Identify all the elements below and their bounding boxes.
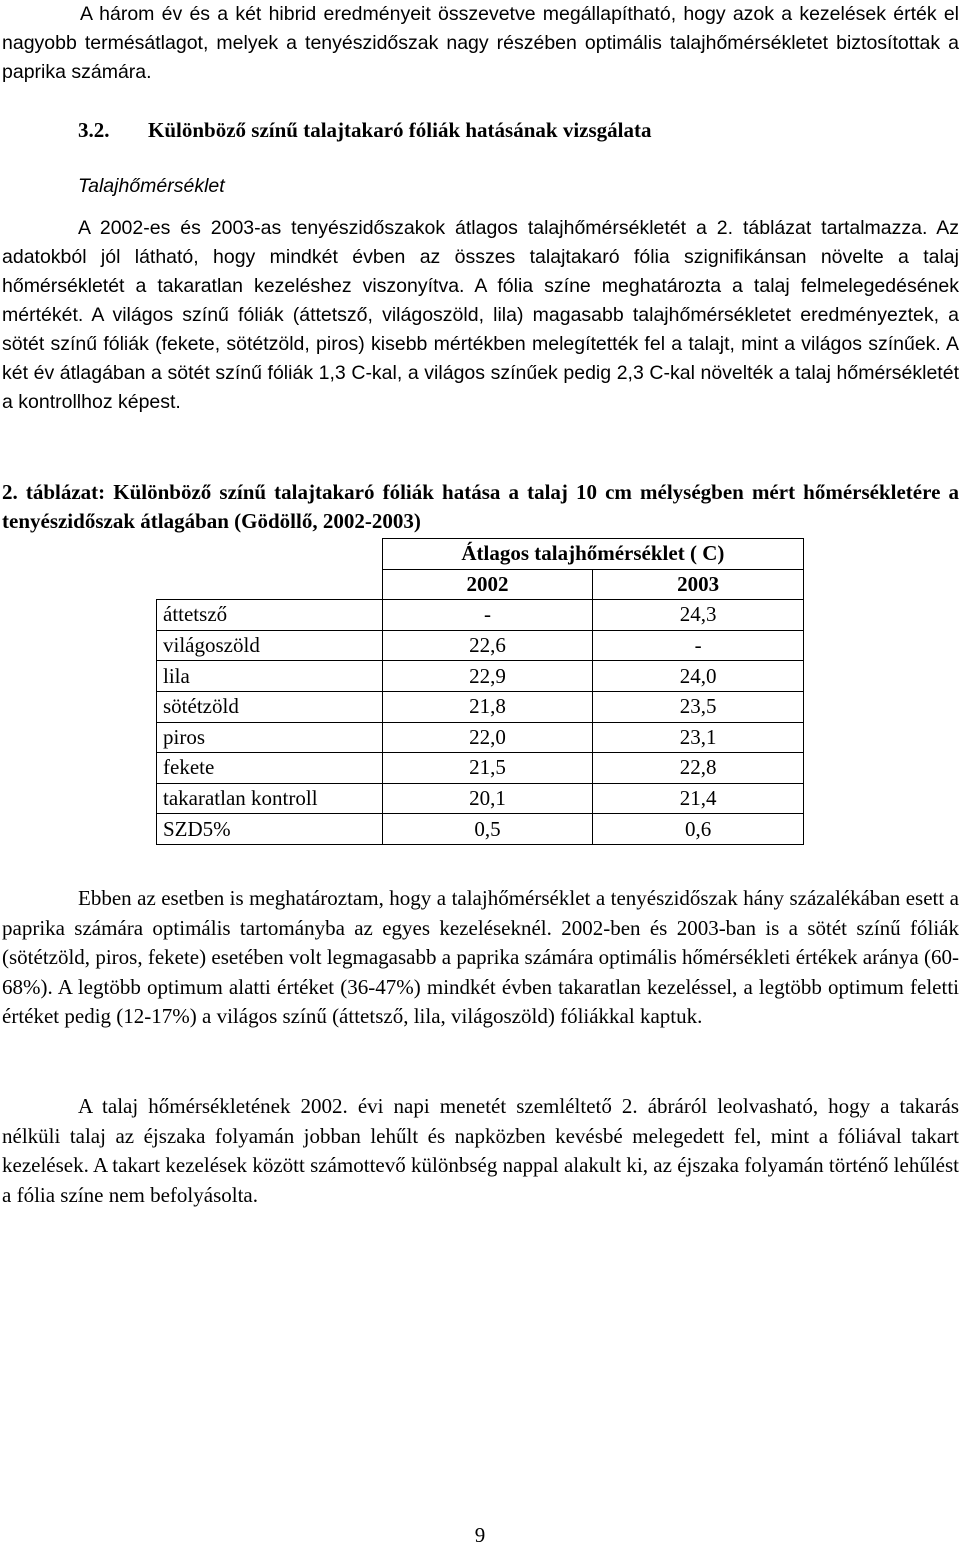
value-2002: - [382, 600, 593, 631]
row-label: piros [157, 722, 383, 753]
table-row [157, 753, 804, 784]
value-2002: 0,5 [382, 814, 593, 845]
section-number: 3.2. [78, 118, 110, 142]
value-2002: 21,8 [382, 691, 593, 722]
value-2003: 22,8 [593, 753, 804, 784]
body-paragraph: Ebben az esetben is meghatároztam, hogy a talajhőmérséklet a tenyészidőszak hány százalékában esett a paprika számára optimális tartományba az egyes kezeléseknél. 2002-ben és 2003-ban is a sötét színű fóliák (sötétzöld, piros, fekete) esetében volt legmagasabb a paprika számára optimális hőmérsékleti értékek aránya (60-68%). A legtöbb optimum alatti értéket (36-47%) mindkét évben takaratlan kezeléssel, a legtöbb optimum feletti értéket pedig (12-17%) a világos színű (áttetsző, lila, világoszöld) fóliákkal kaptuk. [2, 886, 959, 1029]
year-header: 2003 [593, 569, 804, 600]
table-row [157, 722, 804, 753]
row-label: áttetsző [157, 600, 383, 631]
table-header-row [157, 539, 804, 570]
value-2003: 21,4 [593, 783, 804, 814]
row-label: sötétzöld [157, 691, 383, 722]
value-2002: 20,1 [382, 783, 593, 814]
table-row [157, 661, 804, 692]
table-year-row [157, 569, 804, 600]
row-label: fekete [157, 753, 383, 784]
value-2002: 22,6 [382, 630, 593, 661]
page-number: 9 [474, 1523, 486, 1547]
table-caption: 2. táblázat: Különböző színű talajtakaró fóliák hatása a talaj 10 cm mélységben mért hőmérsékletére a tenyészidőszak átlagában (Gödöllő, 2002-2003) [2, 480, 959, 533]
row-label: takaratlan kontroll [157, 783, 383, 814]
row-label: lila [157, 661, 383, 692]
value-2002: 22,9 [382, 661, 593, 692]
data-table [156, 538, 804, 845]
table-row [157, 691, 804, 722]
value-2003: 23,5 [593, 691, 804, 722]
intro-paragraph: A három év és a két hibrid eredményeit összevetve megállapítható, hogy azok a kezelések érték el nagyobb termésátlagot, melyek a tenyészidőszak nagy részében optimális talajhőmérsékletet biztosítottak a paprika számára. [2, 3, 959, 83]
value-2002: 22,0 [382, 722, 593, 753]
body-paragraph: A 2002-es és 2003-as tenyészidőszakok átlagos talajhőmérsékletét a 2. táblázat tartalmazza. Az adatokból jól látható, hogy mindkét évben az összes talajtakaró fólia szignifikánsan növelte a talaj hőmérsékletét a takaratlan kezeléshez viszonyítva. A fólia színe meghatározta a talaj felmelegedésének mértékét. A világos színű fóliák (áttetsző, világoszöld, lila) magasabb talajhőmérsékletet eredményeztek, a sötét színű fóliák (fekete, sötétzöld, piros) kisebb mértékben melegítették fel a talajt, mint a világos színűek. A két év átlagában a sötét színű fóliák 1,3 C-kal, a világos színűek pedig 2,3 C-kal növelték a talaj hőmérsékletét a kontrollhoz képest. [2, 217, 959, 413]
year-header: 2002 [382, 569, 593, 600]
table-row [157, 814, 804, 845]
value-2003: - [593, 630, 804, 661]
row-label: SZD5% [157, 814, 383, 845]
section-heading [78, 116, 651, 145]
value-2003: 24,0 [593, 661, 804, 692]
value-2003: 0,6 [593, 814, 804, 845]
value-2002: 21,5 [382, 753, 593, 784]
table-row [157, 600, 804, 631]
value-2003: 23,1 [593, 722, 804, 753]
section-title: Különböző színű talajtakaró fóliák hatásának vizsgálata [148, 118, 652, 142]
value-2003: 24,3 [593, 600, 804, 631]
table-row [157, 630, 804, 661]
table-row [157, 783, 804, 814]
table-group-header: Átlagos talajhőmérséklet ( C) [382, 539, 803, 570]
section-subtitle: Talajhőmérséklet [78, 175, 225, 197]
body-paragraph: A talaj hőmérsékletének 2002. évi napi menetét szemléltető 2. ábráról leolvasható, hogy a takarás nélküli talaj az éjszaka folyamán jobban lehűlt és napközben kevésbé melegedett fel, mint a fóliával takart kezelések. A takart kezelések között számottevő különbség nappal alakult ki, az éjszaka folyamán történő lehűlést a fólia színe nem befolyásolta. [2, 1094, 959, 1207]
row-label: világoszöld [157, 630, 383, 661]
